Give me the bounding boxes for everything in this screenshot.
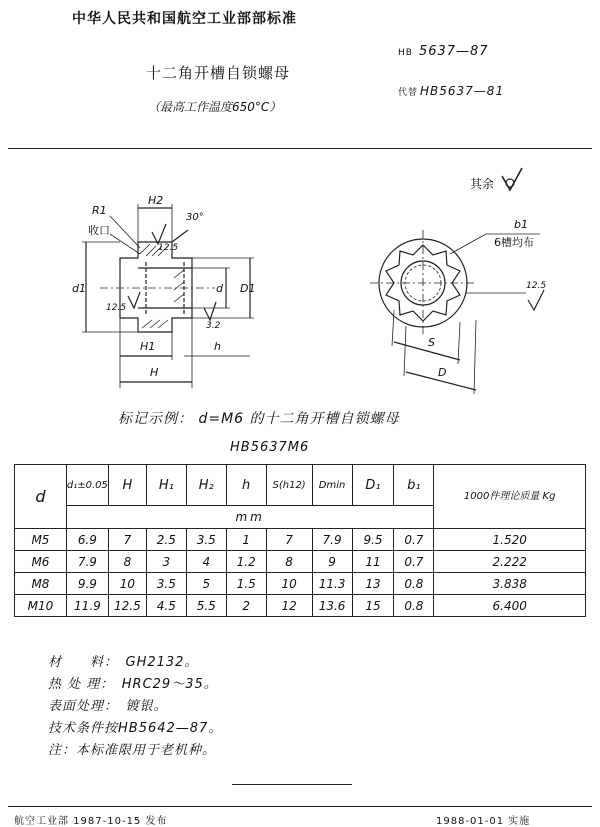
label-H: H: [150, 366, 159, 379]
issuing-organization: 中华人民共和国航空工业部部标准: [72, 11, 297, 27]
header-Dmin: Dmin: [312, 465, 352, 506]
table-cell: 11: [352, 551, 394, 573]
footer-effective: 1988-01-01 实施: [436, 816, 531, 827]
table-cell: 1.520: [434, 529, 586, 551]
label-angle: 30°: [186, 212, 204, 223]
replaces-code: HB5637—81: [420, 84, 505, 98]
table-cell: 8: [266, 551, 312, 573]
table-cell: 12: [266, 595, 312, 617]
table-cell: 2.222: [434, 551, 586, 573]
table-cell: 13: [352, 573, 394, 595]
table-cell: 7.9: [312, 529, 352, 551]
table-cell: 3: [146, 551, 186, 573]
table-cell: 13.6: [312, 595, 352, 617]
label-D1: D1: [240, 282, 256, 295]
label-roughness-mid: 3.2: [206, 321, 221, 331]
end-line: [232, 784, 352, 785]
note-technical-conditions: 技术条件按HB5642—87。: [48, 721, 223, 736]
header-d: d: [15, 465, 67, 529]
table-cell: 1.2: [226, 551, 266, 573]
label-roughness-right: 12.5: [526, 281, 547, 291]
document-title: 十二角开槽自锁螺母: [146, 64, 291, 82]
standard-prefix: HB: [398, 48, 413, 58]
table-cell: 5: [186, 573, 226, 595]
header-D1: D₁: [352, 465, 394, 506]
label-r1: R1: [92, 204, 107, 217]
note-material: 材 料： GH2132。: [48, 655, 199, 670]
roughness-rest-label: 其余: [470, 177, 495, 191]
header-b1: b₁: [394, 465, 434, 506]
table-cell: 6.400: [434, 595, 586, 617]
document-subtitle: （最高工作温度650°C）: [148, 100, 282, 114]
table-cell: 11.9: [66, 595, 108, 617]
header-divider: [8, 148, 592, 149]
unit-row: mm: [66, 506, 433, 529]
header-d1: d₁±0.05: [66, 465, 108, 506]
table-cell: 1.5: [226, 573, 266, 595]
table-cell: 0.8: [394, 595, 434, 617]
note-remark: 注：本标准限用于老机种。: [48, 743, 217, 758]
footer-divider: [8, 806, 592, 807]
table-cell: 9: [312, 551, 352, 573]
table-cell: 11.3: [312, 573, 352, 595]
table-cell: 4: [186, 551, 226, 573]
label-roughness-left: 12.5: [106, 303, 127, 313]
label-h2: H2: [148, 194, 164, 207]
standard-number: [398, 44, 489, 59]
note-heat-treatment: 热 处 理： HRC29～35。: [48, 677, 218, 692]
table-cell: 3.5: [186, 529, 226, 551]
replaces-standard: [398, 84, 504, 98]
table-cell: M10: [15, 595, 67, 617]
technical-notes: [48, 652, 222, 762]
label-b1: b1: [514, 218, 528, 231]
table-cell: 3.5: [146, 573, 186, 595]
label-H1: H1: [140, 340, 156, 353]
table-row: [15, 529, 586, 551]
table-cell: 10: [108, 573, 146, 595]
header-mass: 1000件理论质量 Kg: [434, 465, 586, 529]
standard-code: 5637—87: [418, 44, 489, 59]
marking-example: 标记示例： d=M6 的十二角开槽自锁螺母: [118, 411, 400, 427]
table-cell: 15: [352, 595, 394, 617]
table-cell: 10: [266, 573, 312, 595]
replaces-label: 代替: [398, 88, 419, 98]
label-slot: 收口: [88, 224, 110, 237]
label-S: S: [428, 336, 435, 349]
table-cell: 0.8: [394, 573, 434, 595]
table-cell: 2: [226, 595, 266, 617]
header-H: H: [108, 465, 146, 506]
table-cell: M6: [15, 551, 67, 573]
footer-issued: 航空工业部 1987-10-15 发布: [14, 816, 168, 827]
note-surface-treatment: 表面处理： 镀银。: [48, 699, 168, 714]
label-roughness-top: 12.5: [158, 243, 179, 253]
table-cell: 7.9: [66, 551, 108, 573]
table-cell: 7: [266, 529, 312, 551]
table-cell: M5: [15, 529, 67, 551]
table-cell: 9.5: [352, 529, 394, 551]
table-cell: 0.7: [394, 551, 434, 573]
header-h: h: [226, 465, 266, 506]
header-S: S(h12): [266, 465, 312, 506]
header-H2: H₂: [186, 465, 226, 506]
table-cell: 7: [108, 529, 146, 551]
table-cell: 9.9: [66, 573, 108, 595]
table-row: [15, 551, 586, 573]
table-cell: 6.9: [66, 529, 108, 551]
label-d: d: [216, 282, 223, 295]
table-cell: 4.5: [146, 595, 186, 617]
table-cell: 1: [226, 529, 266, 551]
header-H1: H₁: [146, 465, 186, 506]
table-cell: 0.7: [394, 529, 434, 551]
table-row: [15, 595, 586, 617]
table-cell: 2.5: [146, 529, 186, 551]
label-h: h: [214, 340, 221, 353]
table-cell: 8: [108, 551, 146, 573]
table-row: [15, 573, 586, 595]
table-cell: 5.5: [186, 595, 226, 617]
marking-code: HB5637M6: [230, 440, 310, 455]
label-d1: d1: [72, 282, 86, 295]
table-cell: M8: [15, 573, 67, 595]
label-D: D: [438, 366, 447, 379]
table-cell: 12.5: [108, 595, 146, 617]
label-slots-note: 6槽均布: [494, 236, 534, 249]
technical-drawing: [0, 150, 600, 400]
table-cell: 3.838: [434, 573, 586, 595]
specification-table: [14, 464, 586, 617]
